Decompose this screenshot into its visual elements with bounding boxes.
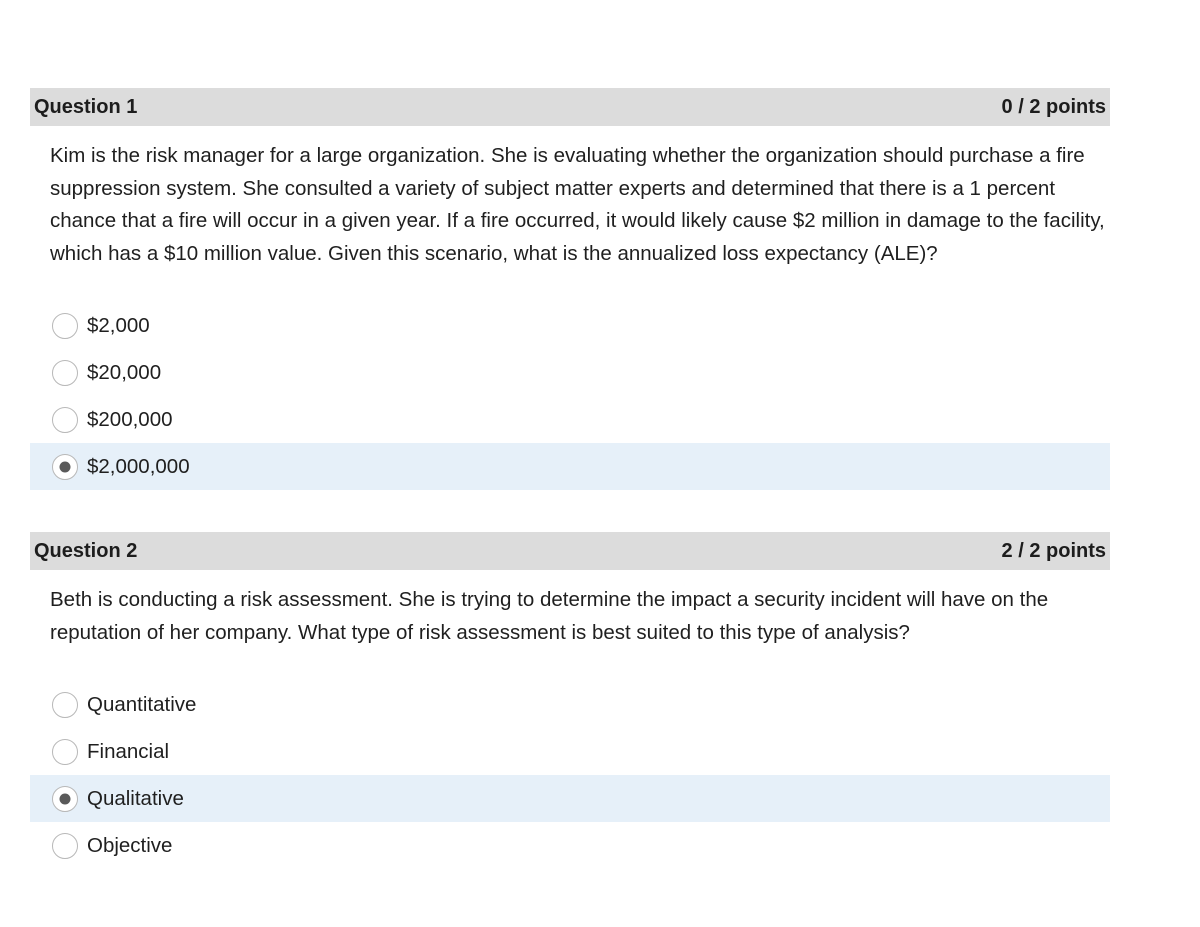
question-points: 2 / 2 points: [1001, 539, 1106, 562]
radio-button[interactable]: [52, 692, 78, 718]
question-text: Beth is conducting a risk assessment. She is trying to determine the impact a security incident will have on the reputation of her company. What type of risk assessment is best suited to this type of analysis?: [50, 588, 1049, 644]
radio-button[interactable]: [52, 360, 78, 386]
question-text: Kim is the risk manager for a large organization. She is evaluating whether the organization should purchase a fire suppression system. She consulted a variety of subject matter experts and determined that there is a 1 percent chance that a fire will occur in a given year. If a fire occurred, it would likely cause $2 million in damage to the facility, which has a $10 million value. Given this scenario, what is the annualized loss expectancy (ALE)?: [50, 144, 1105, 265]
answer-label: Financial: [87, 739, 170, 763]
radio-button[interactable]: [52, 313, 78, 339]
answer-label: Objective: [87, 833, 173, 857]
answer-list: [30, 302, 1110, 490]
answer-label: $20,000: [87, 360, 162, 384]
answer-option[interactable]: [30, 349, 1110, 396]
radio-button[interactable]: [52, 407, 78, 433]
answer-label: Quantitative: [87, 692, 197, 716]
radio-button[interactable]: [52, 833, 78, 859]
radio-button-checked[interactable]: [52, 454, 78, 480]
answer-option[interactable]: [30, 822, 1110, 869]
question-2: [30, 532, 1110, 885]
question-header: [30, 532, 1110, 570]
answer-option[interactable]: [30, 396, 1110, 443]
radio-button[interactable]: [52, 739, 78, 765]
question-1: [30, 88, 1110, 506]
answer-label: $2,000: [87, 313, 150, 337]
answer-option-selected[interactable]: [30, 775, 1110, 822]
answer-option[interactable]: [30, 302, 1110, 349]
question-header: [30, 88, 1110, 126]
answer-list: [30, 681, 1110, 869]
question-title: Question 2: [34, 539, 138, 562]
answer-label: $2,000,000: [87, 454, 190, 478]
question-title: Question 1: [34, 95, 138, 118]
answer-option[interactable]: [30, 728, 1110, 775]
radio-button-checked[interactable]: [52, 786, 78, 812]
question-points: 0 / 2 points: [1001, 95, 1106, 118]
answer-label: $200,000: [87, 407, 173, 431]
answer-option-selected[interactable]: [30, 443, 1110, 490]
answer-label: Qualitative: [87, 786, 184, 810]
answer-option[interactable]: [30, 681, 1110, 728]
